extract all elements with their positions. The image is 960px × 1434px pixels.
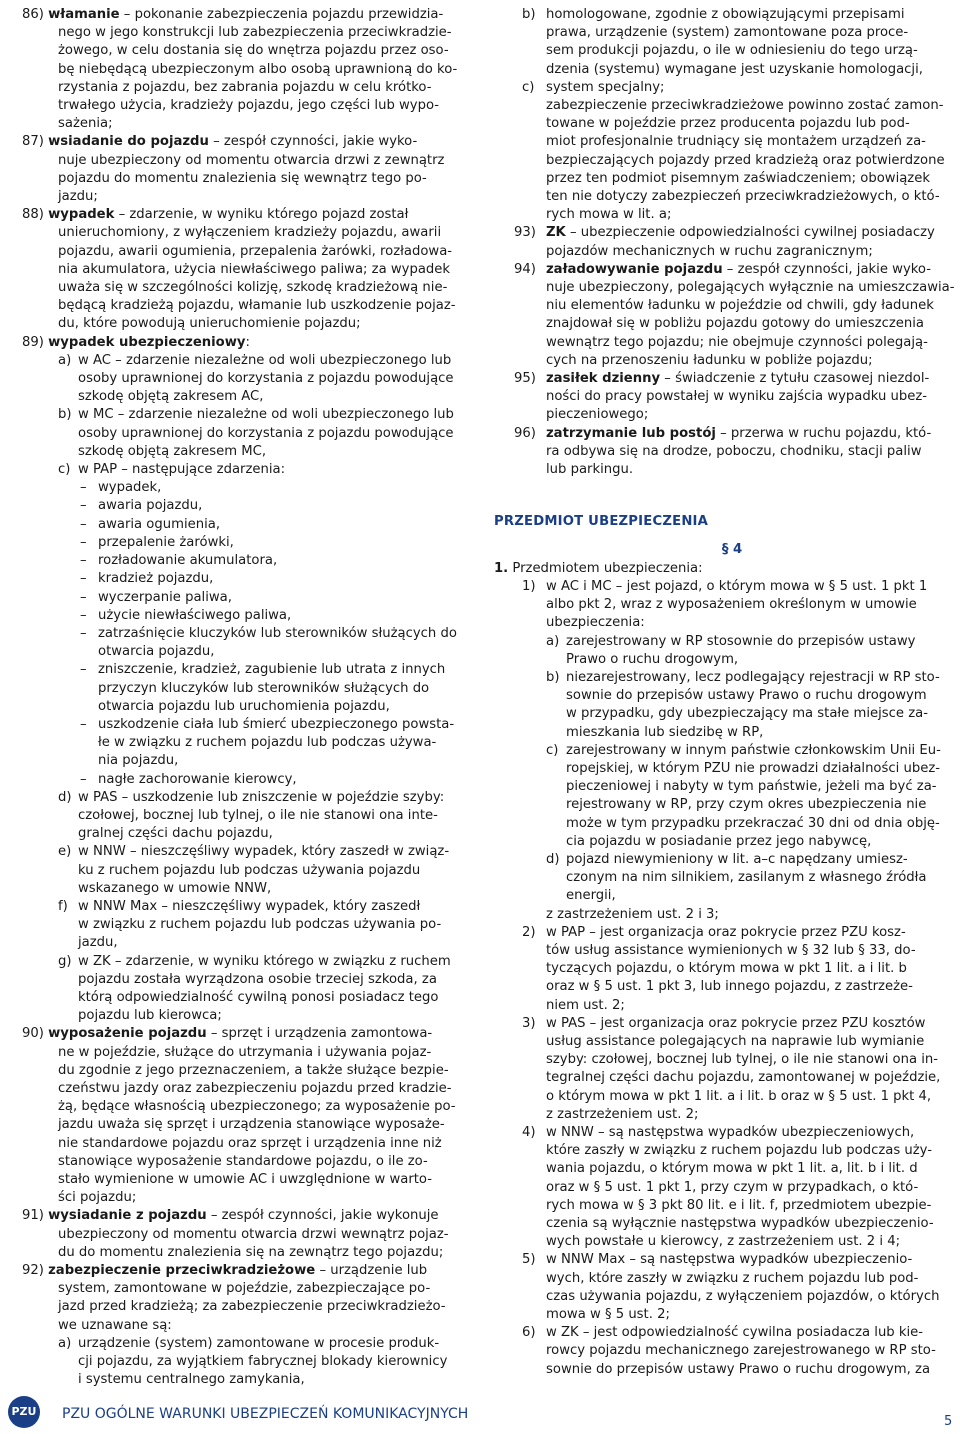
text-line: oraz w § 5 ust. 1 pkt 3, lub innego pojazdu, z zastrzeże-: [546, 979, 913, 995]
text-line: zatrzaśnięcie kluczyków lub sterowników służących do: [98, 625, 457, 641]
text-line: [22, 6, 474, 24]
dash-list-item: [22, 625, 474, 661]
text-line: osoby uprawnionej do korzystania z pojazdu powodujące: [78, 371, 454, 387]
text-line: w PAS – jest organizacja oraz pokrycie przez PZU kosztów: [546, 1015, 926, 1031]
page-footer: [0, 1390, 960, 1434]
text-span: 88): [22, 207, 49, 223]
text-line: sownie do przepisów ustawy Prawo o ruchu drogowym: [566, 688, 927, 704]
text-line: sem produkcji pojazdu, o ile w odniesieniu do tego urzą-: [546, 43, 918, 59]
item-label: a): [546, 633, 560, 649]
list-item: [494, 224, 950, 260]
text-line: tegralnej części dachu pojazdu, zamontowanej w pojeździe,: [546, 1070, 941, 1086]
text-line: nuje ubezpieczony od momentu otwarcia drzwi z zewnątrz: [58, 152, 445, 168]
text-line: wych powstałe u kierowcy, z zastrzeżeniem ust. 2 i 4;: [546, 1234, 901, 1250]
text-line: w PAP – następujące zdarzenia:: [78, 462, 286, 478]
text-line: szkodę objętą zakresem MC,: [78, 443, 267, 459]
text-line: w NNW Max – nieszczęśliwy wypadek, który zaszedł: [78, 898, 421, 914]
text-line: lub parkingu.: [546, 462, 634, 478]
list-item: [22, 898, 474, 953]
text-line: w związku z ruchem pojazdu lub podczas używania po-: [78, 917, 442, 933]
text-line: użycie niewłaściwego paliwa,: [98, 607, 292, 623]
text-line: bezpieczających pojazdy przed kradzieżą oraz potwierdzone: [546, 152, 945, 168]
text-line: niezarejestrowany, lecz podlegający rejestracji w RP sto-: [566, 669, 940, 685]
text-line: przez ten podmiot pisemnym zaświadczeniem; obowiązek: [546, 170, 930, 186]
text-line: które zaszły w związku z ruchem pojazdu lub podczas uży-: [546, 1143, 932, 1159]
text-line: nego w jego konstrukcji lub zabezpieczenia przeciwkradzie-: [58, 25, 452, 41]
text-line: wskazanego w umowie NNW,: [78, 880, 272, 896]
text-line: cych na przenoszeniu ładunku w pobliże pojazdu;: [546, 352, 873, 368]
text-span: – zespół czynności, jakie wyko-: [722, 261, 931, 277]
text-line: otwarcia pojazdu,: [98, 644, 215, 660]
bold-term: włamanie: [48, 7, 120, 22]
text-line: rozładowanie akumulatora,: [98, 553, 278, 569]
paragraph: [22, 6, 474, 133]
text-line: ubezpieczenia:: [546, 615, 645, 631]
text-line: otwarcia pojazdu lub uruchomienia pojazdu,: [98, 698, 390, 714]
paragraph: [494, 560, 950, 578]
dash-list-item: [22, 716, 474, 771]
item-label: b): [522, 7, 536, 22]
right-column: [494, 6, 955, 1379]
text-line: urządzenie (system) zamontowane w procesie produk-: [78, 1335, 440, 1351]
list-item: [494, 633, 950, 669]
text-line: [546, 370, 950, 388]
bold-term: ZK: [546, 225, 566, 241]
text-line: rowcy pojazdu mechanicznego zarejestrowanego w RP sto-: [546, 1343, 936, 1359]
text-line: w PAS – uszkodzenie lub zniszczenie w pojeździe szyby:: [78, 789, 445, 805]
text-line: [22, 334, 474, 352]
item-label: g): [58, 953, 72, 969]
text-line: rych mowa w lit. a;: [546, 207, 672, 223]
text-line: stało wymienione w umowie AC i uwzględnione w warto-: [58, 1172, 432, 1187]
text-line: będącą kradzieżą pojazdu, włamanie lub uszkodzenie pojaz-: [58, 298, 456, 314]
bold-term: zabezpieczenie przeciwkradzieżowe: [48, 1263, 316, 1279]
bold-term: wypadek ubezpieczeniowy: [48, 334, 246, 350]
text-line: ten nie dotyczy zabezpieczeń przeciwkradzieżowych, o któ-: [546, 189, 940, 205]
text-line: ści pojazdu;: [58, 1190, 137, 1206]
text-line: albo pkt 2, wraz z wyposażeniem określonym w umowie: [546, 597, 917, 613]
text-line: w PAP – jest organizacja oraz pokrycie przez PZU kosz-: [546, 924, 906, 940]
text-line: we uznawane są:: [58, 1317, 172, 1333]
dash-list-item: [22, 661, 474, 716]
list-item: [494, 851, 950, 906]
paragraph: [494, 906, 950, 924]
bold-term: zatrzymanie lub postój: [546, 425, 716, 441]
text-line: łe w związku z ruchem pojazdu lub podczas używa-: [98, 735, 437, 751]
text-line: ra odbywa się na drodze, poboczu, chodniku, stacji paliw: [546, 443, 922, 459]
dash-bullet: –: [80, 571, 87, 587]
dash-bullet: –: [80, 498, 87, 514]
item-label: a): [58, 352, 72, 368]
text-line: [546, 425, 950, 443]
dash-list-item: [22, 516, 474, 534]
text-line: [546, 224, 950, 242]
text-line: ności do pracy powstałej w wyniku zajścia wypadku ubez-: [546, 389, 928, 405]
text-line: kradzież pojazdu,: [98, 571, 214, 587]
text-line: oraz w § 5 ust. 1 pkt 1, przy czym w przypadkach, o któ-: [546, 1179, 919, 1195]
text-line: homologowane, zgodnie z obowiązującymi przepisami: [546, 7, 905, 22]
text-span: – zespół czynności, jakie wyko-: [208, 134, 418, 150]
text-line: tyczących pojazdu, o którym mowa w pkt 1 lit. a i lit. b: [546, 961, 907, 977]
list-item: [22, 789, 474, 844]
text-line: ku z ruchem pojazdu lub podczas używania pojazdu: [78, 862, 421, 878]
text-line: w przypadku, gdy ubezpieczający ma stałe miejsce za-: [566, 706, 928, 722]
dash-bullet: –: [80, 589, 87, 605]
text-line: rejestrowany w RP, przy czym okres ubezpieczenia nie: [566, 797, 927, 813]
bold-term: załadowywanie pojazdu: [546, 261, 723, 277]
list-item: [22, 953, 474, 1026]
left-column: [22, 6, 474, 1389]
text-line: system specjalny;: [546, 79, 665, 95]
text-line: z zastrzeżeniem ust. 2;: [546, 1106, 699, 1122]
text-line: rych mowa w § 3 pkt 80 lit. e i lit. f, przedmiotem ubezpie-: [546, 1197, 932, 1213]
text-line: szkodę objętą zakresem AC,: [78, 389, 264, 405]
list-item: [494, 578, 950, 633]
text-span: – ubezpieczenie odpowiedzialności cywilnej posiadaczy: [565, 225, 935, 241]
bold-term: 1.: [494, 560, 509, 576]
text-line: pojazdu została wyrządzona osobie trzeciej szkoda, za: [78, 971, 437, 987]
text-line: znajdował się w pobliżu pojazdu gotowy do umieszczenia: [546, 316, 924, 332]
text-line: wewnątrz tego pojazdu; nie obejmuje czynności polegają-: [546, 334, 928, 350]
text-line: du do momentu znalezienia się na zewnątrz tego pojazdu;: [58, 1244, 444, 1260]
text-line: zabezpieczenie przeciwkradzieżowe powinno zostać zamon-: [546, 98, 944, 114]
text-span: – urządzenie lub: [315, 1263, 428, 1279]
text-line: nagłe zachorowanie kierowcy,: [98, 771, 297, 787]
dash-bullet: –: [80, 553, 87, 569]
list-item: [22, 1335, 474, 1390]
text-line: wania pojazdu, o którym mowa w pkt 1 lit. a, lit. b i lit. d: [546, 1161, 918, 1177]
text-line: czenia są wyłącznie następstwa wypadków ubezpieczenio-: [546, 1216, 934, 1231]
dash-bullet: –: [80, 716, 87, 732]
item-label: c): [522, 79, 535, 95]
text-line: żą, będące własnością ubezpieczonego; za wyposażenie po-: [58, 1099, 456, 1115]
text-line: w AC i MC – jest pojazd, o którym mowa w § 5 ust. 1 pkt 1: [546, 578, 928, 594]
text-line: w ZK – zdarzenie, w wyniku którego w związku z ruchem: [78, 953, 451, 969]
page-number: 5: [944, 1414, 953, 1429]
text-line: gralnej części dachu pojazdu,: [78, 826, 273, 842]
text-line: usług assistance polegających na naprawie lub wymianie: [546, 1033, 925, 1049]
text-line: czas używania pojazdu, z wyłączeniem pojazdów, o których: [546, 1288, 940, 1304]
bold-term: wypadek: [48, 207, 115, 223]
text-line: prawa, urządzenie (system) zamontowane poza proce-: [546, 25, 909, 41]
text-line: pojazdów mechanicznych w ruchu zagranicznym;: [546, 243, 873, 259]
text-line: stanowiące wyposażenie standardowe pojazdu, o ile zo-: [58, 1153, 428, 1169]
text-line: przyczyn kluczyków lub sterowników służących do: [98, 680, 430, 696]
dash-bullet: –: [80, 771, 87, 787]
bold-term: wysiadanie z pojazdu: [48, 1208, 207, 1224]
text-line: szyby: czołowej, bocznej lub tylnej, o ile nie stanowi ona in-: [546, 1052, 939, 1068]
item-label: 94): [514, 261, 536, 277]
text-span: – zespół czynności, jakie wykonuje: [206, 1208, 439, 1224]
item-label: 2): [522, 924, 536, 940]
text-line: tów usług assistance wymienionych w § 32 lub § 33, do-: [546, 942, 916, 958]
text-line: system, zamontowane w pojeździe, zabezpieczające po-: [58, 1281, 431, 1297]
text-line: czonym na nim silnikiem, zasilanym z własnego źródła: [566, 870, 927, 886]
text-line: awaria pojazdu,: [98, 498, 203, 514]
text-line: rzystania z pojazdu, bez zabrania pojazdu w celu krótko-: [58, 79, 432, 95]
text-span: 91): [22, 1208, 49, 1224]
list-item: [494, 742, 950, 851]
text-line: niem ust. 2;: [546, 997, 625, 1013]
text-line: [22, 1262, 474, 1280]
text-span: Przedmiotem ubezpieczenia:: [508, 560, 703, 576]
text-line: zarejestrowany w innym państwie członkowskim Unii Eu-: [566, 742, 941, 758]
text-line: jazdu;: [58, 189, 98, 205]
item-label: b): [546, 669, 560, 685]
text-line: [494, 560, 950, 578]
list-item: [494, 669, 950, 742]
text-line: zarejestrowany w RP stosownie do przepisów ustawy: [566, 633, 916, 649]
section-title: PRZEDMIOT UBEZPIECZENIA: [494, 514, 709, 530]
item-label: 96): [514, 425, 536, 441]
text-line: sownie do przepisów ustawy Prawo o ruchu drogowym, za: [546, 1361, 931, 1377]
paragraph: [22, 1262, 474, 1335]
text-line: pieczeniowej i nabyty w tym państwie, jeżeli ma być za-: [566, 779, 937, 795]
text-line: miot profesjonalnie trudniący się montażem urządzeń za-: [546, 134, 926, 150]
dash-list-item: [22, 607, 474, 625]
text-span: 92): [22, 1263, 49, 1279]
list-item: [494, 370, 950, 425]
item-label: d): [546, 851, 560, 867]
text-line: jazdu uważa się sprzęt i urządzenia stanowiące wyposaże-: [58, 1117, 445, 1133]
text-line: [22, 1025, 474, 1043]
text-line: dzenia (systemu) wymagane jest uzyskanie homologacji,: [546, 61, 923, 77]
text-span: – pokonanie zabezpieczenia pojazdu przewidzia-: [119, 7, 444, 22]
list-item: [494, 1015, 950, 1124]
dash-bullet: –: [80, 534, 87, 550]
text-line: wyczerpanie paliwa,: [98, 589, 232, 605]
text-line: osoby uprawnionej do korzystania z pojazdu powodujące: [78, 425, 454, 441]
paragraph: [22, 206, 474, 333]
list-item: [22, 352, 474, 407]
text-line: wych, które zaszły w związku z ruchem pojazdu lub pod-: [546, 1270, 919, 1286]
text-line: cji pojazdu, za wyjątkiem fabrycznej blokady kierownicy: [78, 1354, 448, 1370]
item-label: 95): [514, 371, 536, 387]
text-line: pojazdu lub kierowca;: [78, 1008, 222, 1024]
text-line: mowa w § 5 ust. 2;: [546, 1307, 670, 1323]
text-span: 87): [22, 134, 49, 150]
text-line: du zgodnie z jego przeznaczeniem, a także służące bezpie-: [58, 1062, 449, 1078]
text-line: i systemu centralnego zamykania,: [78, 1372, 305, 1388]
paragraph: [22, 334, 474, 352]
text-line: którą odpowiedzialność cywilną ponosi posiadacz tego: [78, 989, 439, 1005]
dash-list-item: [22, 534, 474, 552]
pzu-logo: PZU: [8, 1396, 40, 1428]
item-label: d): [58, 789, 72, 805]
text-line: [22, 133, 474, 151]
text-line: uważa się w szczególności kolizję, szkodę kradzieżową nie-: [58, 280, 448, 296]
text-line: o którym mowa w pkt 1 lit. a i lit. b oraz w § 5 ust. 1 pkt 4,: [546, 1088, 932, 1104]
text-line: jazd przed kradzieżą; za zabezpieczenie przeciwkradzieżo-: [58, 1299, 446, 1315]
dash-bullet: –: [80, 662, 87, 678]
dash-bullet: –: [80, 516, 87, 532]
text-line: Prawo o ruchu drogowym,: [566, 651, 739, 667]
text-line: niu elementów ładunku w pojeździe od chwili, gdy ładunek: [546, 298, 934, 314]
text-line: wypadek,: [98, 480, 162, 496]
item-label: b): [58, 407, 72, 423]
bold-term: wsiadanie do pojazdu: [48, 134, 209, 150]
text-span: – sprzęt i urządzenia zamontowa-: [206, 1026, 433, 1042]
paragraph: [22, 133, 474, 206]
text-span: – świadczenie z tytułu czasowej niezdol-: [660, 371, 930, 387]
text-line: czołowej, bocznej lub tylnej, o ile nie stanowi ona inte-: [78, 807, 438, 823]
dash-list-item: [22, 552, 474, 570]
text-line: ropejskiej, w którym PZU nie prowadzi działalności ubez-: [566, 760, 941, 776]
footer-title: PZU OGÓLNE WARUNKI UBEZPIECZEŃ KOMUNIKACYJNYCH: [62, 1406, 469, 1422]
list-item: [494, 261, 955, 370]
dash-list-item: [22, 771, 474, 789]
text-line: pojazd niewymieniony w lit. a–c napędzany umiesz-: [566, 851, 908, 867]
text-line: w NNW Max – są następstwa wypadków ubezpieczenio-: [546, 1252, 913, 1268]
text-line: uszkodzenie ciała lub śmierć ubezpieczonego powsta-: [98, 716, 455, 732]
dash-list-item: [22, 497, 474, 515]
text-line: ne w pojeździe, służące do utrzymania i używania pojaz-: [58, 1044, 432, 1060]
dash-list-item: [22, 589, 474, 607]
bold-term: zasiłek dzienny: [546, 371, 661, 387]
text-line: nia akumulatora, użycia niewłaściwego paliwa; za wypadek: [58, 261, 451, 277]
text-span: – przerwa w ruchu pojazdu, któ-: [715, 425, 932, 441]
text-line: jazdu,: [78, 935, 118, 951]
list-item: [22, 843, 474, 898]
text-line: sażenia;: [58, 116, 113, 132]
list-item: [22, 461, 474, 479]
list-item: [494, 425, 950, 480]
item-label: c): [58, 462, 71, 478]
text-line: [546, 261, 950, 279]
list-item: [494, 79, 950, 225]
dash-list-item: [22, 479, 474, 497]
text-span: 86): [22, 7, 49, 22]
text-line: w AC – zdarzenie niezależne od woli ubezpieczonego lub: [78, 352, 452, 368]
item-label: 5): [522, 1252, 536, 1268]
paragraph-number: § 4: [721, 542, 743, 558]
item-label: 3): [522, 1015, 536, 1031]
text-line: [22, 1207, 474, 1225]
text-line: w NNW – są następstwa wypadków ubezpieczeniowych,: [546, 1124, 915, 1140]
list-item: [494, 924, 950, 1015]
dash-bullet: –: [80, 607, 87, 623]
text-line: zniszczenie, kradzież, zagubienie lub utrata z innych: [98, 662, 446, 678]
text-span: – zdarzenie, w wyniku którego pojazd został: [114, 207, 409, 223]
text-line: pojazdu do momentu znalezienia się wewnątrz tego po-: [58, 170, 427, 186]
dash-bullet: –: [80, 480, 87, 496]
text-line: trwałego użycia, kradzieży pojazdu, jego części lub wypo-: [58, 98, 440, 114]
text-line: czeństwu jazdy oraz zabezpieczeniu pojazdu przed kradzie-: [58, 1080, 452, 1096]
text-line: może w tym przypadku przekraczać 30 dni od dnia obję-: [566, 815, 940, 831]
text-line: [22, 206, 474, 224]
text-line: z zastrzeżeniem ust. 2 i 3;: [546, 906, 719, 922]
text-span: 89): [22, 334, 49, 350]
paragraph: [22, 1025, 474, 1207]
text-span: 90): [22, 1026, 49, 1042]
text-line: żowego, w celu dostania się do wnętrza pojazdu przez oso-: [58, 43, 449, 59]
text-line: towane w pojeździe przez producenta pojazdu lub pod-: [546, 116, 910, 132]
item-label: c): [546, 742, 559, 758]
text-line: mieszkania lub siedzibę w RP,: [566, 724, 764, 740]
paragraph: [22, 1207, 474, 1262]
text-line: cia pojazdu w posiadanie przez jego nabywcę,: [566, 833, 872, 849]
list-item: [494, 1124, 950, 1251]
text-line: nie standardowe pojazdu oraz sprzęt i urządzenia inne niż: [58, 1135, 442, 1151]
dash-list-item: [22, 570, 474, 588]
item-label: a): [58, 1335, 72, 1351]
item-label: 6): [522, 1325, 536, 1341]
text-line: ubezpieczony od momentu otwarcia drzwi wewnątrz pojaz-: [58, 1226, 449, 1242]
item-label: f): [58, 898, 68, 914]
item-label: 93): [514, 225, 536, 241]
bold-term: wyposażenie pojazdu: [48, 1026, 207, 1042]
item-label: 4): [522, 1124, 536, 1140]
text-line: unieruchomiony, z wyłączeniem kradzieży pojazdu, awarii: [58, 225, 442, 241]
list-item: [494, 1251, 950, 1324]
text-line: w ZK – jest odpowiedzialność cywilna posiadacza lub kie-: [546, 1325, 924, 1341]
list-item: [494, 1324, 950, 1379]
text-span: :: [245, 334, 250, 350]
text-line: pojazdu, awarii ogumienia, przepalenia żarówki, rozładowa-: [58, 243, 453, 259]
text-line: energii,: [566, 888, 616, 904]
text-line: przepalenie żarówki,: [98, 534, 234, 550]
text-line: w NNW – nieszczęśliwy wypadek, który zaszedł w związ-: [78, 844, 450, 860]
item-label: e): [58, 844, 72, 860]
text-line: w MC – zdarzenie niezależne od woli ubezpieczonego lub: [78, 407, 454, 423]
text-line: awaria ogumienia,: [98, 516, 221, 532]
text-line: bę niebędącą ubezpieczonym albo osobą uprawnioną do ko-: [58, 61, 458, 77]
item-label: 1): [522, 578, 536, 594]
text-line: nuje ubezpieczony, polegających wyłącznie na umieszczawia-: [546, 280, 955, 296]
list-item: [22, 406, 474, 461]
text-line: du, które powodują unieruchomienie pojazdu;: [58, 316, 361, 332]
text-line: nia pojazdu,: [98, 753, 179, 769]
text-line: pieczeniowego;: [546, 407, 649, 423]
dash-bullet: –: [80, 625, 87, 641]
list-item: [494, 6, 950, 79]
